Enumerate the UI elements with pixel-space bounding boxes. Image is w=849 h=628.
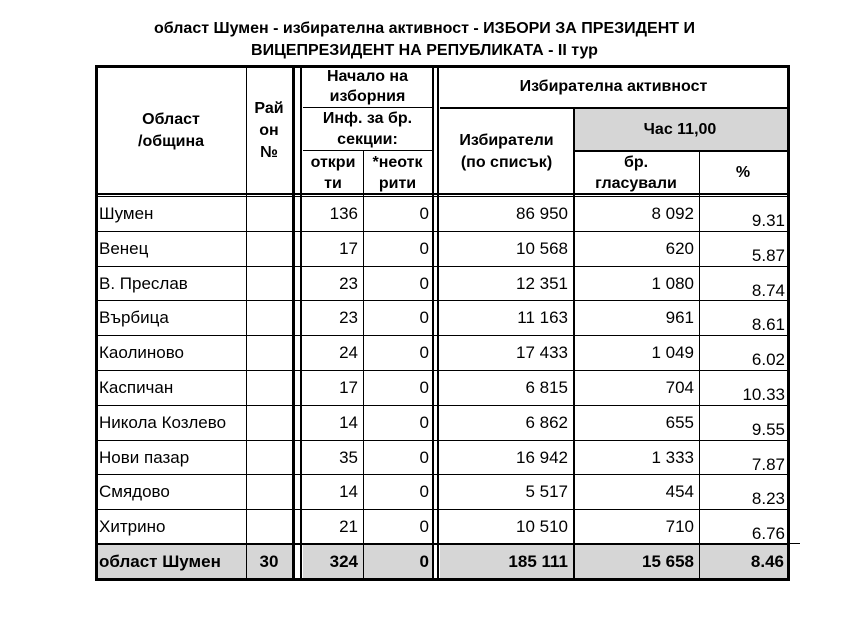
grid-line [96, 370, 787, 371]
total-opened: 324 [303, 545, 363, 578]
municipality-name: Каолиново [99, 343, 184, 362]
voters-count: 6 862 [525, 413, 568, 432]
total-not-opened: 0 [363, 545, 432, 578]
grid-line [303, 107, 432, 108]
municipality-name: В. Преслав [99, 274, 188, 293]
turnout-percent: 9.55 [751, 420, 785, 439]
opened-sections: 136 [329, 204, 358, 223]
voted-count: 454 [665, 482, 694, 501]
voted-count: 961 [665, 308, 694, 327]
opened-sections: 21 [339, 517, 358, 536]
info-header-line: Инф. за бр. [322, 110, 413, 127]
not-opened-sections: 0 [419, 448, 429, 467]
turnout-percent: 8.61 [751, 315, 785, 334]
grid-line [699, 151, 700, 581]
info-header-line: секции: [337, 131, 398, 148]
opened-sections: 35 [339, 448, 358, 467]
turnout-percent: 5.87 [751, 246, 785, 265]
grid-line [363, 151, 364, 581]
grid-line [96, 335, 787, 336]
region-header-line: /община [138, 133, 204, 150]
voters-header [440, 109, 573, 195]
not-opened-header-line: *неотк [372, 154, 423, 171]
voters-count: 16 942 [516, 448, 568, 467]
not-opened-sections: 0 [419, 274, 429, 293]
municipality-name: Венец [99, 239, 149, 258]
grid-line [96, 196, 787, 197]
total-voted: 15 658 [573, 545, 699, 578]
opened-sections: 23 [339, 274, 358, 293]
district-number [246, 336, 292, 371]
start-header [303, 67, 432, 107]
voted-count: 1 080 [651, 274, 694, 293]
grid-line [96, 509, 787, 510]
voters-count: 6 815 [525, 378, 568, 397]
grid-line [292, 65, 295, 581]
voted-count: 704 [665, 378, 694, 397]
voters-count: 10 510 [516, 517, 568, 536]
total-district: 30 [246, 545, 292, 578]
grid-line [96, 474, 787, 475]
district-number [246, 441, 292, 475]
grid-line [96, 193, 787, 195]
not-opened-sections: 0 [419, 343, 429, 362]
not-opened-sections: 0 [419, 378, 429, 397]
grid-line [96, 543, 787, 545]
hour-header: Час 11,00 [643, 121, 717, 138]
municipality-name: Хитрино [99, 517, 166, 536]
grid-line [96, 578, 789, 581]
not-opened-header [363, 151, 432, 195]
turnout-percent: 6.02 [751, 350, 785, 369]
opened-sections: 23 [339, 308, 358, 327]
district-number [246, 301, 292, 336]
voted-header-line: бр. [623, 154, 649, 171]
turnout-percent: 9.31 [751, 211, 785, 230]
info-header [303, 107, 432, 151]
voters-header-line: Избиратели [459, 132, 554, 149]
voted-header-line: гласували [595, 175, 677, 192]
municipality-name: Смядово [99, 482, 170, 501]
grid-line [96, 231, 787, 232]
turnout-percent: 7.87 [751, 455, 785, 474]
not-opened-header-line: рити [378, 175, 417, 192]
grid-line [95, 65, 98, 581]
grid-line [96, 405, 787, 406]
grid-line [96, 65, 789, 68]
grid-line [787, 543, 800, 544]
voted-header [573, 151, 699, 195]
district-number [246, 406, 292, 441]
activity-header: Избирателна активност [519, 78, 708, 95]
grid-line [96, 300, 787, 301]
page-title-line1: област Шумен - избирателна активност - ИЗБОРИ ЗА ПРЕЗИДЕНТ И [154, 20, 695, 37]
turnout-percent: 8.23 [751, 489, 785, 508]
grid-line [440, 107, 787, 109]
total-percent: 8.46 [699, 545, 787, 578]
page-title-line2: ВИЦЕПРЕЗИДЕНТ НА РЕПУБЛИКАТА - II тур [251, 42, 598, 59]
grid-line [303, 150, 432, 151]
opened-sections: 14 [339, 482, 358, 501]
district-header-line: Рай [254, 100, 284, 117]
percent-header: % [735, 164, 751, 181]
region-header [96, 67, 246, 195]
not-opened-sections: 0 [419, 204, 429, 223]
municipality-name: Никола Козлево [99, 413, 227, 432]
opened-sections: 17 [339, 239, 358, 258]
voters-header-line: (по списък) [460, 154, 553, 171]
grid-line [573, 109, 575, 581]
grid-line [787, 65, 790, 581]
opened-header [303, 151, 363, 195]
district-number [246, 475, 292, 510]
grid-line [246, 65, 247, 581]
not-opened-sections: 0 [419, 239, 429, 258]
opened-header-line: ти [324, 175, 342, 192]
opened-sections: 14 [339, 413, 358, 432]
not-opened-sections: 0 [419, 517, 429, 536]
grid-line [432, 65, 434, 581]
district-number [246, 510, 292, 545]
district-number [246, 267, 292, 301]
district-number [246, 197, 292, 232]
municipality-name: Шумен [99, 204, 154, 223]
turnout-percent: 8.74 [751, 281, 785, 300]
start-header-line: Начало на [327, 68, 408, 85]
voters-count: 10 568 [516, 239, 568, 258]
voters-count: 11 163 [517, 308, 568, 327]
municipality-name: Каспичан [99, 378, 174, 397]
district-header [246, 67, 292, 195]
start-header-line: изборния [329, 88, 406, 105]
district-header-line: он [259, 122, 279, 139]
voters-count: 17 433 [516, 343, 568, 362]
district-number [246, 232, 292, 267]
voters-count: 86 950 [516, 204, 568, 223]
district-number [246, 371, 292, 406]
voted-count: 710 [665, 517, 694, 536]
grid-line [96, 266, 787, 267]
voted-count: 655 [665, 413, 694, 432]
voters-count: 12 351 [516, 274, 568, 293]
municipality-name: Върбица [99, 308, 169, 327]
grid-line [437, 65, 439, 581]
grid-line [96, 440, 787, 441]
total-name: област Шумен [96, 545, 246, 578]
voted-count: 1 049 [651, 343, 694, 362]
region-header-line: Област [142, 111, 200, 128]
district-header-line: № [260, 144, 278, 161]
voters-count: 5 517 [525, 482, 568, 501]
voted-count: 1 333 [651, 448, 694, 467]
turnout-percent: 10.33 [742, 385, 785, 404]
voted-count: 620 [665, 239, 694, 258]
not-opened-sections: 0 [419, 482, 429, 501]
grid-line [300, 65, 302, 581]
not-opened-sections: 0 [419, 308, 429, 327]
opened-sections: 17 [339, 378, 358, 397]
opened-sections: 24 [339, 343, 358, 362]
voted-count: 8 092 [651, 204, 694, 223]
municipality-name: Нови пазар [99, 448, 190, 467]
total-voters: 185 111 [440, 545, 573, 578]
turnout-percent: 6.76 [751, 524, 785, 543]
grid-line [573, 150, 787, 152]
not-opened-sections: 0 [419, 413, 429, 432]
opened-header-line: откри [310, 154, 356, 171]
